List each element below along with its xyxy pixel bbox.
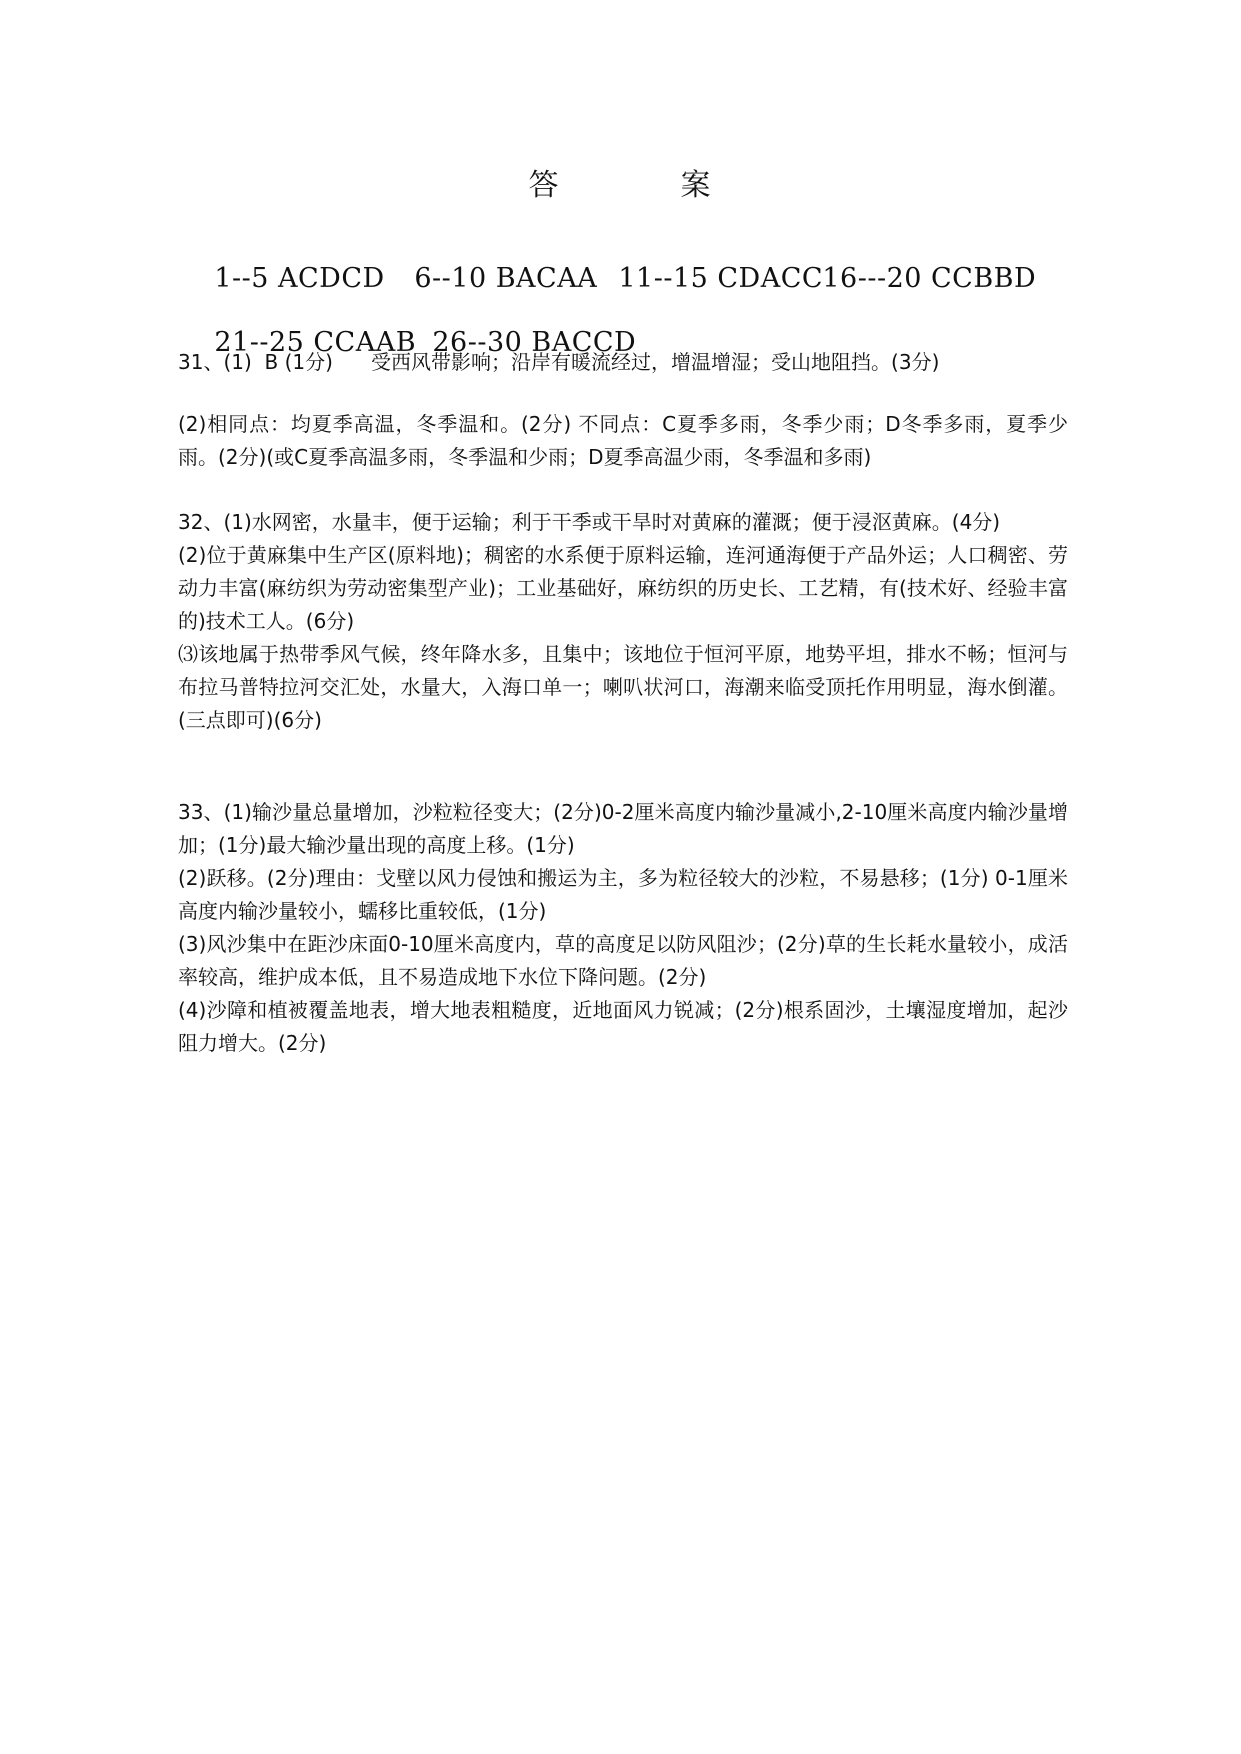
- q33-part-1: 33、(1)输沙量总量增加，沙粒粒径变大；(2分)0-2厘米高度内输沙量减小,2-10厘米高度内输沙量增加；(1分)最大输沙量出现的高度上移。(1分): [178, 800, 1068, 857]
- q33-part-4: (4)沙障和植被覆盖地表，增大地表粗糙度，近地面风力锐减；(2分)根系固沙，土壤湿度增加，起沙阻力增大。(2分): [178, 998, 1068, 1055]
- question-32-answer: [178, 506, 1068, 737]
- title-char-right: 案: [680, 168, 713, 203]
- page-title: [0, 160, 1241, 204]
- mc-answer-group: 1--5 ACDCD: [214, 263, 385, 294]
- q33-part-2: (2)跃移。(2分)理由：戈壁以风力侵蚀和搬运为主，多为粒径较大的沙粒，不易悬移；(1分) 0-1厘米高度内输沙量较小，蠕移比重较低，(1分): [178, 866, 1068, 923]
- q31-part-2: (2)相同点：均夏季高温，冬季温和。(2分) 不同点：C夏季多雨，冬季少雨；D冬季多雨，夏季少雨。(2分)(或C夏季高温多雨，冬季温和少雨；D夏季高温少雨，冬季温和多雨): [178, 412, 1068, 469]
- title-char-left: 答: [528, 168, 561, 203]
- question-31-part-2: [178, 408, 1068, 474]
- q32-part-3: ⑶该地属于热带季风气候，终年降水多，且集中；该地位于恒河平原，地势平坦，排水不畅；恒河与布拉马普特拉河交汇处，水量大，入海口单一；喇叭状河口，海潮来临受顶托作用明显，海水倒灌。(三点即可)(6分): [178, 642, 1068, 732]
- q33-part-3: (3)风沙集中在距沙床面0-10厘米高度内，草的高度足以防风阻沙；(2分)草的生长耗水量较小，成活率较高，维护成本低，且不易造成地下水位下降问题。(2分): [178, 932, 1068, 989]
- q32-part-1: 32、(1)水网密，水量丰，便于运输；利于干季或干旱时对黄麻的灌溉；便于浸沤黄麻。(4分): [178, 510, 1001, 534]
- mc-answer-group: 6--10 BACAA: [414, 263, 598, 294]
- q32-part-2: (2)位于黄麻集中生产区(原料地)；稠密的水系便于原料运输，连河通海便于产品外运；人口稠密、劳动力丰富(麻纺织为劳动密集型产业)；工业基础好，麻纺织的历史长、工艺精，有(技术好、经验丰富的)技术工人。(6分): [178, 543, 1068, 633]
- question-33-answer: [178, 796, 1068, 1060]
- mc-answer-group: 11--15 CDACC: [618, 263, 824, 294]
- question-31-answer: [178, 346, 1068, 379]
- mc-answer-group: 16---20 CCBBD: [822, 263, 1037, 294]
- mc-answer-group: 26--30 BACCD: [432, 327, 637, 358]
- mc-answer-group: 21--25 CCAAB: [214, 327, 417, 358]
- q31-part-1: 31、(1) B (1分) 受西风带影响；沿岸有暖流经过，增温增湿；受山地阻挡。(3分): [178, 350, 940, 374]
